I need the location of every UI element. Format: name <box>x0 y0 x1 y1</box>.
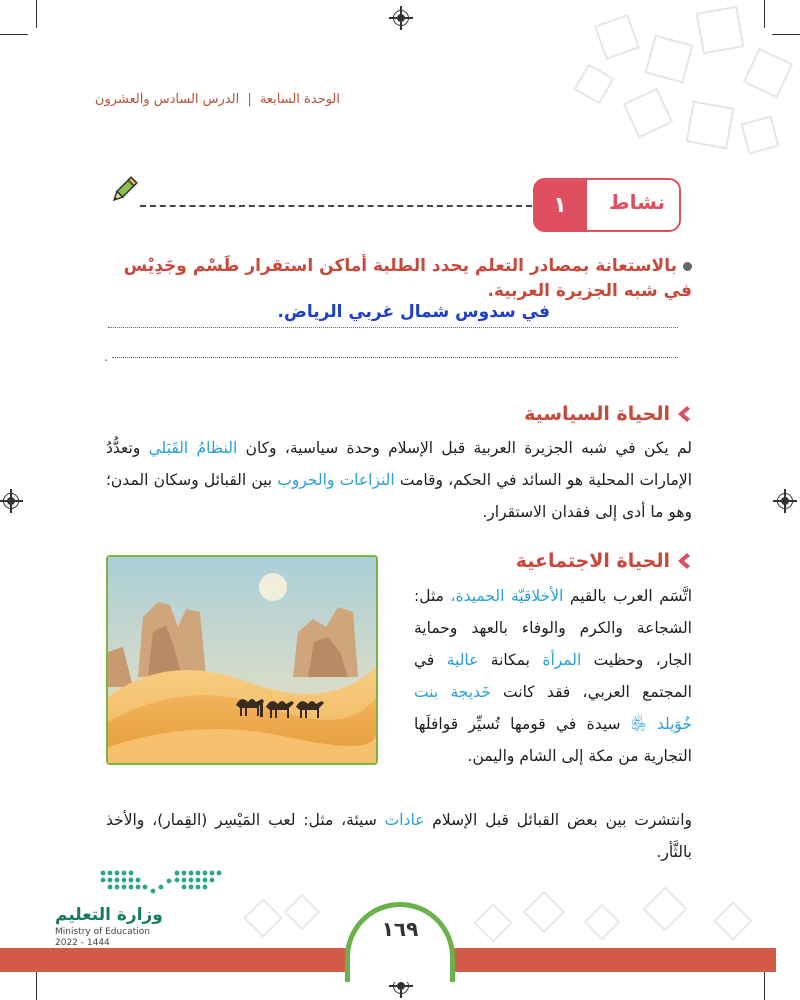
highlight-term: عادات <box>384 811 425 829</box>
text-run: لم يكن في شبه الجزيرة العربية قبل الإسلام وحدة سياسية، وكان <box>237 439 692 457</box>
decorative-squares-bottom <box>230 880 790 950</box>
registration-mark-right <box>777 493 793 509</box>
decorative-squares <box>460 0 800 180</box>
highlight-term: عالية <box>446 651 479 669</box>
text-run: بمكانة <box>478 651 543 669</box>
text-run: وتعدُّدُ الإمارات المحلية هو السائد في الحكم، وقامت <box>106 439 692 489</box>
crop-mark <box>36 972 37 1000</box>
text-run: سيدة في قومها تُسيِّر قوافلَها التجارية من مكة إلى الشام واليمن. <box>414 715 692 765</box>
text-run: سيئة، مثل: لعب المَيْسِر (القِمار)، والأخذ بالثَّأر. <box>106 811 692 861</box>
crop-mark <box>36 0 37 28</box>
political-life-paragraph <box>106 432 692 528</box>
chevron-left-icon <box>674 552 692 570</box>
registration-mark-top <box>393 10 409 26</box>
desert-caravan-illustration <box>106 555 378 765</box>
activity-number: ١ <box>533 178 587 232</box>
pencil-icon <box>108 174 140 206</box>
ministry-name-english: Ministry of Education <box>55 927 150 937</box>
ministry-emblem-icon <box>95 865 225 901</box>
bullet-dot <box>683 262 692 271</box>
lesson-label: الدرس السادس والعشرون <box>94 92 240 107</box>
text-run: اتَّسَم العرب بالقيم <box>563 587 693 605</box>
ministry-logo <box>55 865 215 948</box>
text-run: مثل: الشجاعة والكرم والوفاء بالعهد وحماية الجار، وحظيت <box>414 587 692 669</box>
social-life-title: الحياة الاجتماعية <box>515 550 670 572</box>
text-run: بين القبائل وسكان المدن؛ وهو ما أدى إلى فقدان الاستقرار. <box>106 471 692 521</box>
activity-dashed-line <box>140 205 532 207</box>
ministry-year: 2022 - 1444 <box>55 938 110 948</box>
activity-banner <box>533 178 681 232</box>
unit-label: الوحدة السابعة <box>259 92 340 107</box>
activity-label: نشاط <box>608 190 665 214</box>
social-life-paragraph <box>414 580 692 772</box>
answer-line-2 <box>112 357 678 358</box>
ministry-name-arabic: وزارة التعليم <box>55 905 163 925</box>
political-life-title: الحياة السياسية <box>524 403 670 425</box>
registration-mark-left <box>3 493 19 509</box>
header-separator: | <box>247 92 252 107</box>
activity-answer: في سدوس شمال غربي الرياض. <box>277 302 550 322</box>
highlight-term: الأخلاقيّة الحميدة، <box>450 587 564 605</box>
political-life-heading <box>524 403 692 425</box>
social-life-paragraph-2 <box>106 804 692 868</box>
highlight-term: خَديجة بنت خُوَيلد ﵂ <box>414 683 692 733</box>
activity-question <box>102 254 692 304</box>
answer-line-mark: . <box>104 350 108 364</box>
answer-line-1 <box>108 327 678 328</box>
highlight-term: النظامُ القَبَلي <box>148 439 238 457</box>
chevron-left-icon <box>674 405 692 423</box>
social-life-heading <box>516 550 692 572</box>
crop-mark <box>764 972 765 1000</box>
crop-mark <box>0 34 28 35</box>
page-header <box>94 92 340 107</box>
text-run: في المجتمع العربي، فقد كانت <box>414 651 692 701</box>
highlight-term: النزاعات والحروب <box>277 471 395 489</box>
page-number: ١٦٩ <box>345 902 455 982</box>
highlight-term: المرأة <box>542 651 582 669</box>
text-run: وانتشرت بين بعض القبائل قبل الإسلام <box>424 811 692 829</box>
question-text: بالاستعانة بمصادر التعلم يحدد الطلبة أماكن استقرار طَسْم وجَدِيْس في شبه الجزيرة العربية. <box>123 256 692 301</box>
